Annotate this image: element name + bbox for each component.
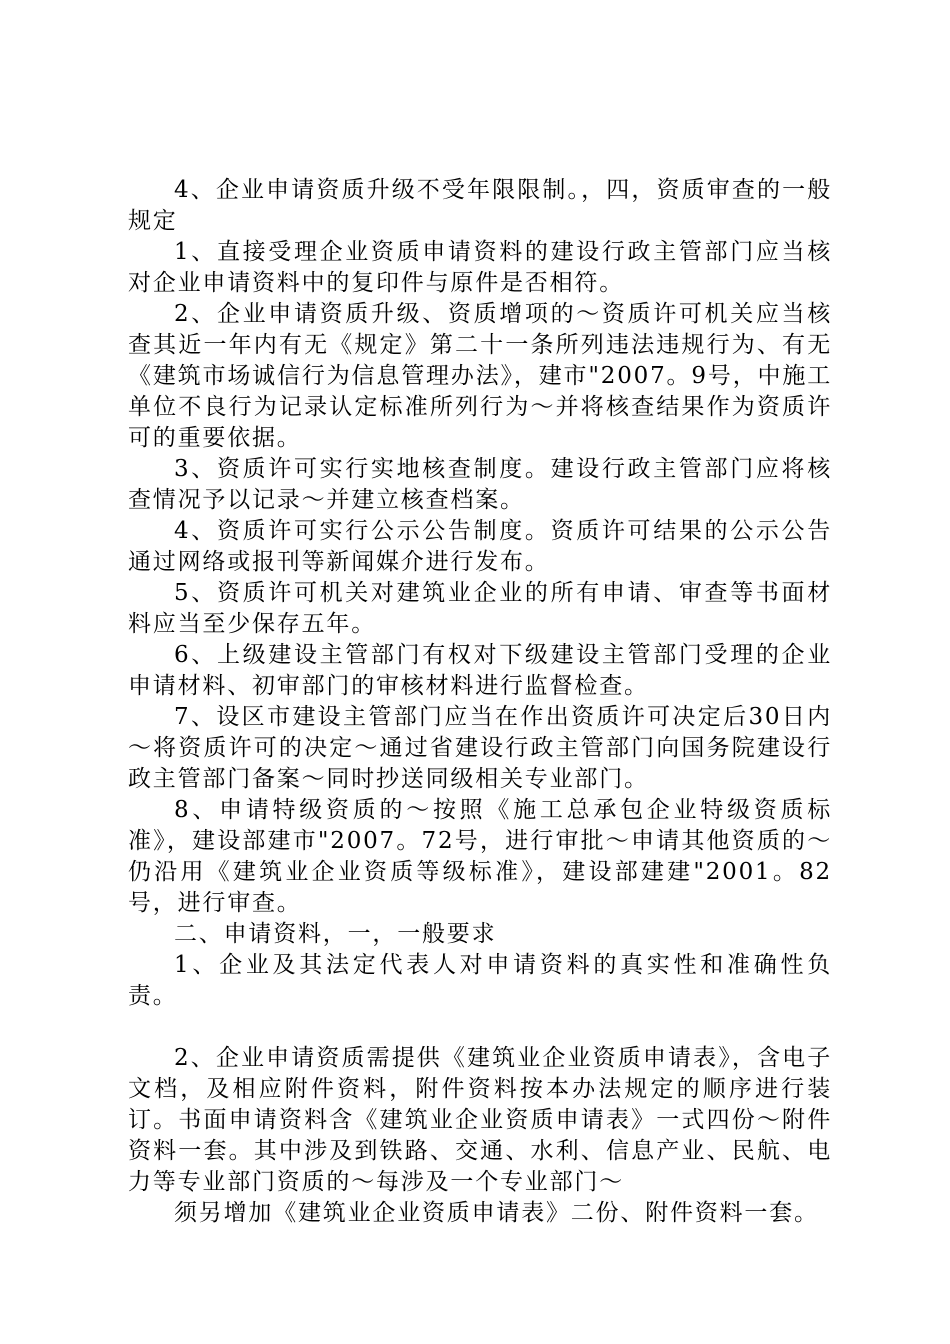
paragraph-special-grade: 8、申请特级资质的～按照《施工总承包企业特级资质标准》，建设部建市"2007。72号，进行审批～申请其他资质的～仍沿用《建筑业企业资质等级标准》，建设部建建"2001。82号，进行审查。 <box>128 797 832 916</box>
paragraph-review-copies: 1、直接受理企业资质申请资料的建设行政主管部门应当核对企业申请资料中的复印件与原件是否相符。 <box>128 239 832 296</box>
paragraph-record-retention: 5、资质许可机关对建筑业企业的所有申请、审查等书面材料应当至少保存五年。 <box>128 580 832 637</box>
paragraph-supervision: 6、上级建设主管部门有权对下级建设主管部门受理的企业申请材料、初审部门的审核材料进行监督检查。 <box>128 642 832 699</box>
paragraph-qualification-upgrade: 4、企业申请资质升级不受年限限制。，四，资质审查的一般规定 <box>128 177 832 234</box>
paragraph-onsite-inspection: 3、资质许可实行实地核查制度。建设行政主管部门应将核查情况予以记录～并建立核查档案。 <box>128 456 832 513</box>
paragraph-filing: 7、设区市建设主管部门应当在作出资质许可决定后30日内～将资质许可的决定～通过省建设行政主管部门向国务院建设行政主管部门备案～同时抄送同级相关专业部门。 <box>128 704 832 792</box>
paragraph-authenticity: 1、企业及其法定代表人对申请资料的真实性和准确性负责。 <box>128 952 832 1009</box>
document-body <box>128 175 832 1229</box>
paragraph-public-notice: 4、资质许可实行公示公告制度。资质许可结果的公示公告通过网络或报刊等新闻媒介进行发布。 <box>128 518 832 575</box>
paragraph-additional-copies: 须另增加《建筑业企业资质申请表》二份、附件资料一套。 <box>174 1200 819 1226</box>
paragraph-application-form: 2、企业申请资质需提供《建筑业企业资质申请表》，含电子文档，及相应附件资料，附件资料按本办法规定的顺序进行装订。书面申请资料含《建筑业企业资质申请表》一式四份～附件资料一套。其中涉及到铁路、交通、水利、信息产业、民航、电力等专业部门资质的～每涉及一个专业部门～ <box>128 1045 832 1195</box>
paragraph-violation-check: 2、企业申请资质升级、资质增项的～资质许可机关应当核查其近一年内有无《规定》第二十一条所列违法违规行为、有无《建筑市场诚信行为信息管理办法》，建市"2007。9号，中施工单位不良行为记录认定标准所列行为～并将核查结果作为资质许可的重要依据。 <box>128 301 832 451</box>
section-heading-application-materials: 二、申请资料，一，一般要求 <box>174 921 497 947</box>
